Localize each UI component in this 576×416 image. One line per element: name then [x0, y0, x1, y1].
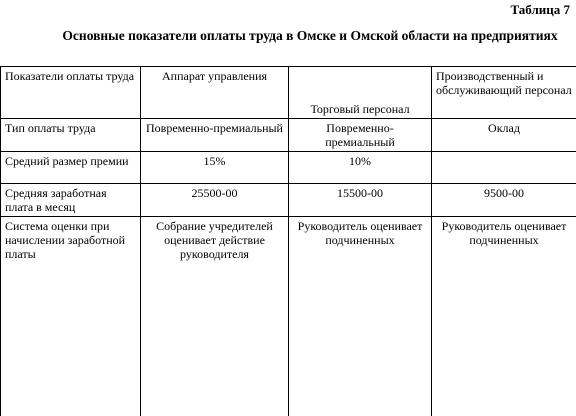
cell-wage-management: 25500-00	[141, 184, 289, 217]
cell-pay-type-production: Оклад	[432, 119, 576, 152]
row-label-bonus: Средний размер премии	[1, 152, 141, 184]
row-label-wage: Средняя заработная плата в месяц	[1, 184, 141, 217]
cell-evaluation-production: Руководитель оценивает подчиненных	[432, 217, 576, 416]
table-row	[1, 217, 576, 416]
header-management: Аппарат управления	[141, 67, 289, 119]
wage-indicators-table	[0, 66, 576, 416]
table-header-row	[1, 67, 576, 119]
cell-pay-type-management: Повременно-премиальный	[141, 119, 289, 152]
document-title: Основные показатели оплаты труда в Омске и Омской области на предприятиях	[62, 28, 558, 43]
row-label-pay-type: Тип оплаты труда	[1, 119, 141, 152]
cell-wage-sales: 15500-00	[289, 184, 432, 217]
cell-pay-type-sales: Повременно-премиальный	[289, 119, 432, 152]
cell-bonus-production	[432, 152, 576, 184]
table-row	[1, 184, 576, 217]
cell-bonus-management: 15%	[141, 152, 289, 184]
row-label-evaluation: Система оценки при начислении заработной платы	[1, 217, 141, 416]
cell-evaluation-management: Собрание учредителей оценивает действие руководителя	[141, 217, 289, 416]
table-number: Таблица 7	[510, 2, 570, 17]
header-indicators: Показатели оплаты труда	[1, 67, 141, 119]
header-sales-staff: Торговый персонал	[289, 67, 432, 119]
table-row	[1, 152, 576, 184]
cell-bonus-sales: 10%	[289, 152, 432, 184]
header-production-staff: Производственный и обслуживающий персонал	[432, 67, 576, 119]
table-row	[1, 119, 576, 152]
cell-evaluation-sales: Руководитель оценивает подчиненных	[289, 217, 432, 416]
cell-wage-production: 9500-00	[432, 184, 576, 217]
